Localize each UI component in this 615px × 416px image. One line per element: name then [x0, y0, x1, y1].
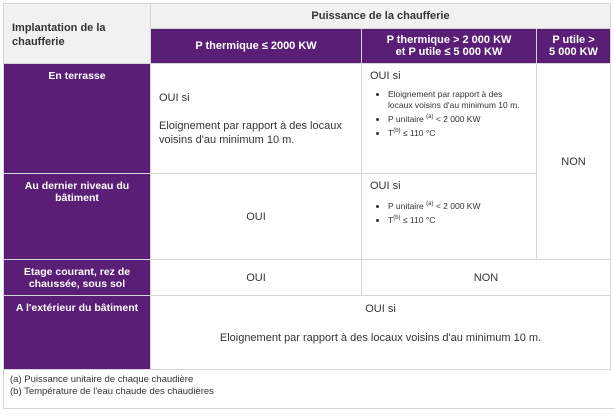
cell-etage-courant-high: NON	[362, 260, 611, 296]
footnotes	[3, 370, 615, 409]
cell-dernier-niveau-low: OUI	[151, 174, 362, 260]
cell-exterieur-all	[151, 296, 611, 370]
col-header-line: et P utile ≤ 5 000 KW	[395, 46, 503, 58]
col-header-line: P utile >	[552, 34, 595, 46]
cell-title: OUI si	[370, 70, 401, 82]
col-header-p-utile-high	[537, 29, 611, 64]
condition-list	[370, 199, 528, 226]
corner-header: Implantation de la chaufferie	[4, 4, 151, 64]
col-header-p-thermique-mid	[362, 29, 537, 64]
condition-item: • P unitaire $^{(a)}$ < 2 000 KW	[388, 199, 528, 212]
cell-etage-courant-low: OUI	[151, 260, 362, 296]
condition-item: • $T^{(b)} \le 110$ °C	[388, 213, 528, 226]
cell-terrasse-mid	[362, 64, 537, 174]
condition-item: • P unitaire $^{(a)}$ < 2 000 KW	[388, 112, 528, 125]
col-header-line: P thermique > 2 000 KW	[386, 34, 512, 46]
cell-title: OUI si	[370, 180, 401, 192]
cell-text: Eloignement par rapport à des locaux voisins d'au minimum 10 m.	[219, 332, 542, 344]
col-header-p-thermique-low: P thermique ≤ 2000 KW	[151, 29, 362, 64]
cell-dernier-niveau-mid	[362, 174, 537, 260]
condition-item: • $T^{(b)} \le 110$ °C	[388, 126, 528, 139]
chaufferie-table	[3, 3, 611, 370]
row-header-exterieur: A l'extérieur du bâtiment	[4, 296, 151, 370]
footnote-b: (b) Température de l'eau chaude des chaudières	[10, 386, 214, 397]
condition-item: • Eloignement par rapport à des locaux voisins d'au minimum 10 m.	[388, 89, 528, 111]
cell-p-utile-high-non: NON	[537, 64, 611, 260]
row-header-etage-courant: Etage courant, rez de chaussée, sous sol	[4, 260, 151, 296]
chaufferie-table-figure	[3, 3, 612, 409]
group-header: Puissance de la chaufferie	[151, 4, 611, 29]
row-header-terrasse: En terrasse	[4, 64, 151, 174]
cell-text: Eloignement par rapport à des locaux voisins d'au minimum 10 m.	[159, 119, 342, 146]
col-header-line: 5 000 KW	[549, 46, 598, 58]
footnote-a: (a) Puissance unitaire de chaque chaudière	[10, 374, 194, 385]
cell-text: OUI si	[365, 303, 396, 315]
row-header-dernier-niveau: Au dernier niveau du bâtiment	[4, 174, 151, 260]
cell-text: OUI si	[159, 91, 190, 104]
condition-list	[370, 89, 528, 139]
cell-terrasse-low	[151, 64, 362, 174]
